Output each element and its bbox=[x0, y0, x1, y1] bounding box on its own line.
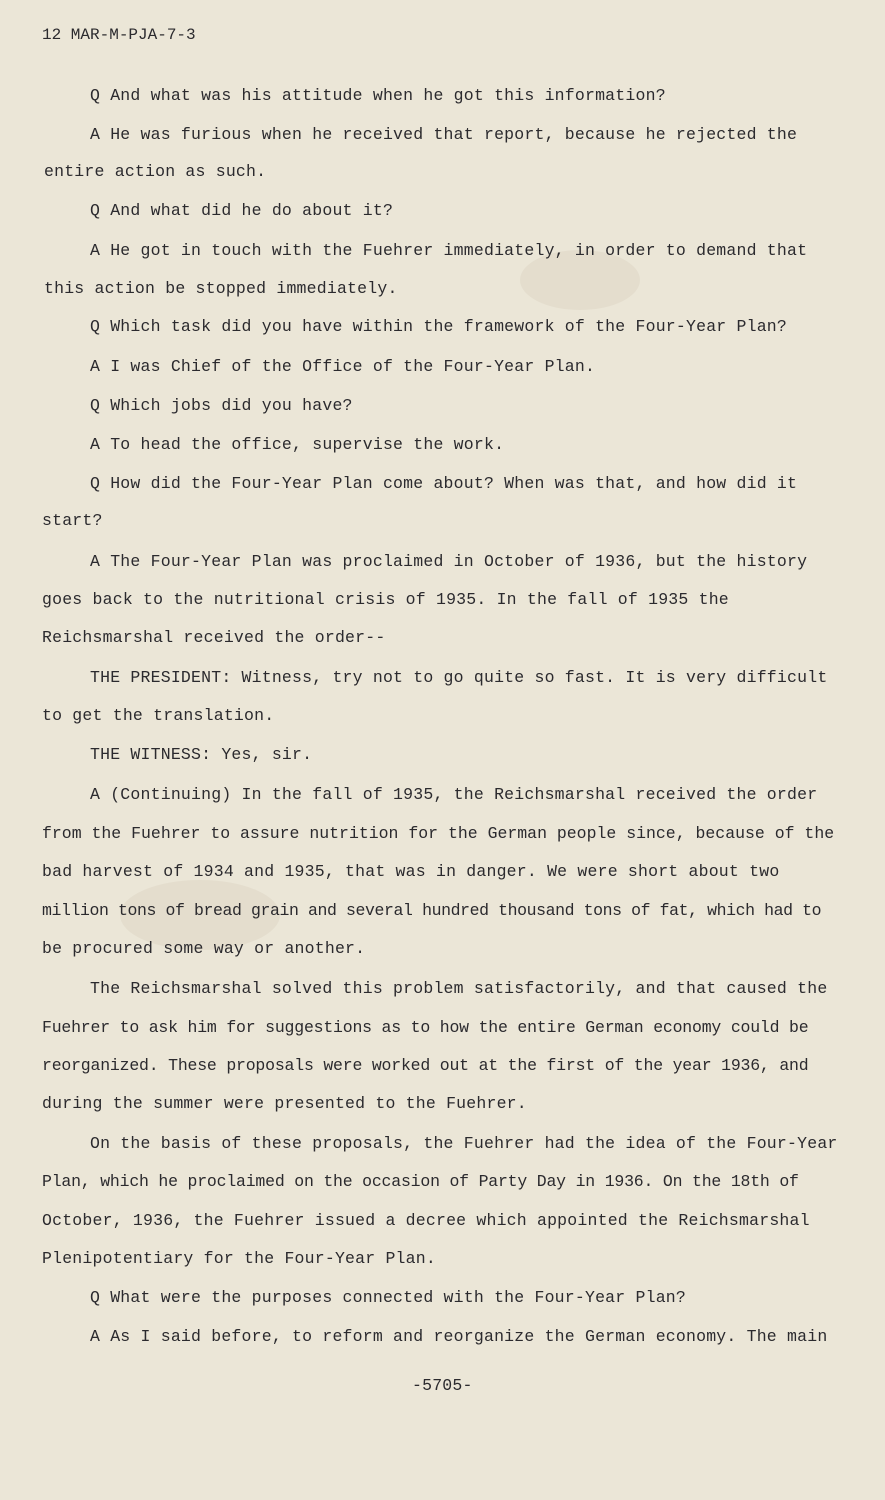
text-line: Q Which task did you have within the framework of the Four-Year Plan? bbox=[90, 317, 788, 336]
text-line: A (Continuing) In the fall of 1935, the Reichsmarshal received the order bbox=[90, 785, 818, 804]
text-line: The Reichsmarshal solved this problem satisfactorily, and that caused the bbox=[90, 979, 828, 998]
text-line: to get the translation. bbox=[42, 706, 275, 725]
text-line: October, 1936, the Fuehrer issued a decree which appointed the Reichsmarshal bbox=[42, 1211, 810, 1230]
document-id: 12 MAR-M-PJA-7-3 bbox=[42, 26, 196, 44]
text-line: A The Four-Year Plan was proclaimed in October of 1936, but the history bbox=[90, 552, 808, 571]
text-line: THE PRESIDENT: Witness, try not to go quite so fast. It is very difficult bbox=[90, 668, 828, 687]
text-line: A I was Chief of the Office of the Four-Year Plan. bbox=[90, 357, 596, 376]
text-line: Q How did the Four-Year Plan come about? When was that, and how did it bbox=[90, 474, 798, 493]
text-line: start? bbox=[42, 511, 103, 530]
text-line: Fuehrer to ask him for suggestions as to how the entire German economy could be bbox=[42, 1018, 809, 1037]
text-line: be procured some way or another. bbox=[42, 939, 366, 958]
text-line: On the basis of these proposals, the Fuehrer had the idea of the Four-Year bbox=[90, 1134, 838, 1153]
text-line: A He got in touch with the Fuehrer immediately, in order to demand that bbox=[90, 241, 808, 260]
text-line: Q Which jobs did you have? bbox=[90, 396, 353, 415]
text-line: Plenipotentiary for the Four-Year Plan. bbox=[42, 1249, 436, 1268]
text-line: entire action as such. bbox=[44, 162, 267, 181]
text-line: goes back to the nutritional crisis of 1935. In the fall of 1935 the bbox=[42, 590, 729, 609]
page-number: -5705- bbox=[412, 1376, 473, 1395]
text-line: A To head the office, supervise the work. bbox=[90, 435, 505, 454]
text-line: Reichsmarshal received the order-- bbox=[42, 628, 386, 647]
text-line: A As I said before, to reform and reorganize the German economy. The main bbox=[90, 1327, 828, 1346]
text-line: reorganized. These proposals were worked out at the first of the year 1936, and bbox=[42, 1056, 809, 1075]
text-line: Q And what was his attitude when he got this information? bbox=[90, 86, 666, 105]
text-line: A He was furious when he received that report, because he rejected the bbox=[90, 125, 798, 144]
text-line: Q What were the purposes connected with the Four-Year Plan? bbox=[90, 1288, 686, 1307]
text-line: from the Fuehrer to assure nutrition for the German people since, because of the bbox=[42, 824, 835, 843]
text-line: THE WITNESS: Yes, sir. bbox=[90, 745, 313, 764]
text-line: Plan, which he proclaimed on the occasion of Party Day in 1936. On the 18th of bbox=[42, 1172, 799, 1191]
text-line: Q And what did he do about it? bbox=[90, 201, 394, 220]
text-line: this action be stopped immediately. bbox=[44, 279, 398, 298]
text-line: bad harvest of 1934 and 1935, that was in danger. We were short about two bbox=[42, 862, 780, 881]
text-line: during the summer were presented to the Fuehrer. bbox=[42, 1094, 527, 1113]
text-line: million tons of bread grain and several hundred thousand tons of fat, which had to bbox=[42, 901, 822, 920]
